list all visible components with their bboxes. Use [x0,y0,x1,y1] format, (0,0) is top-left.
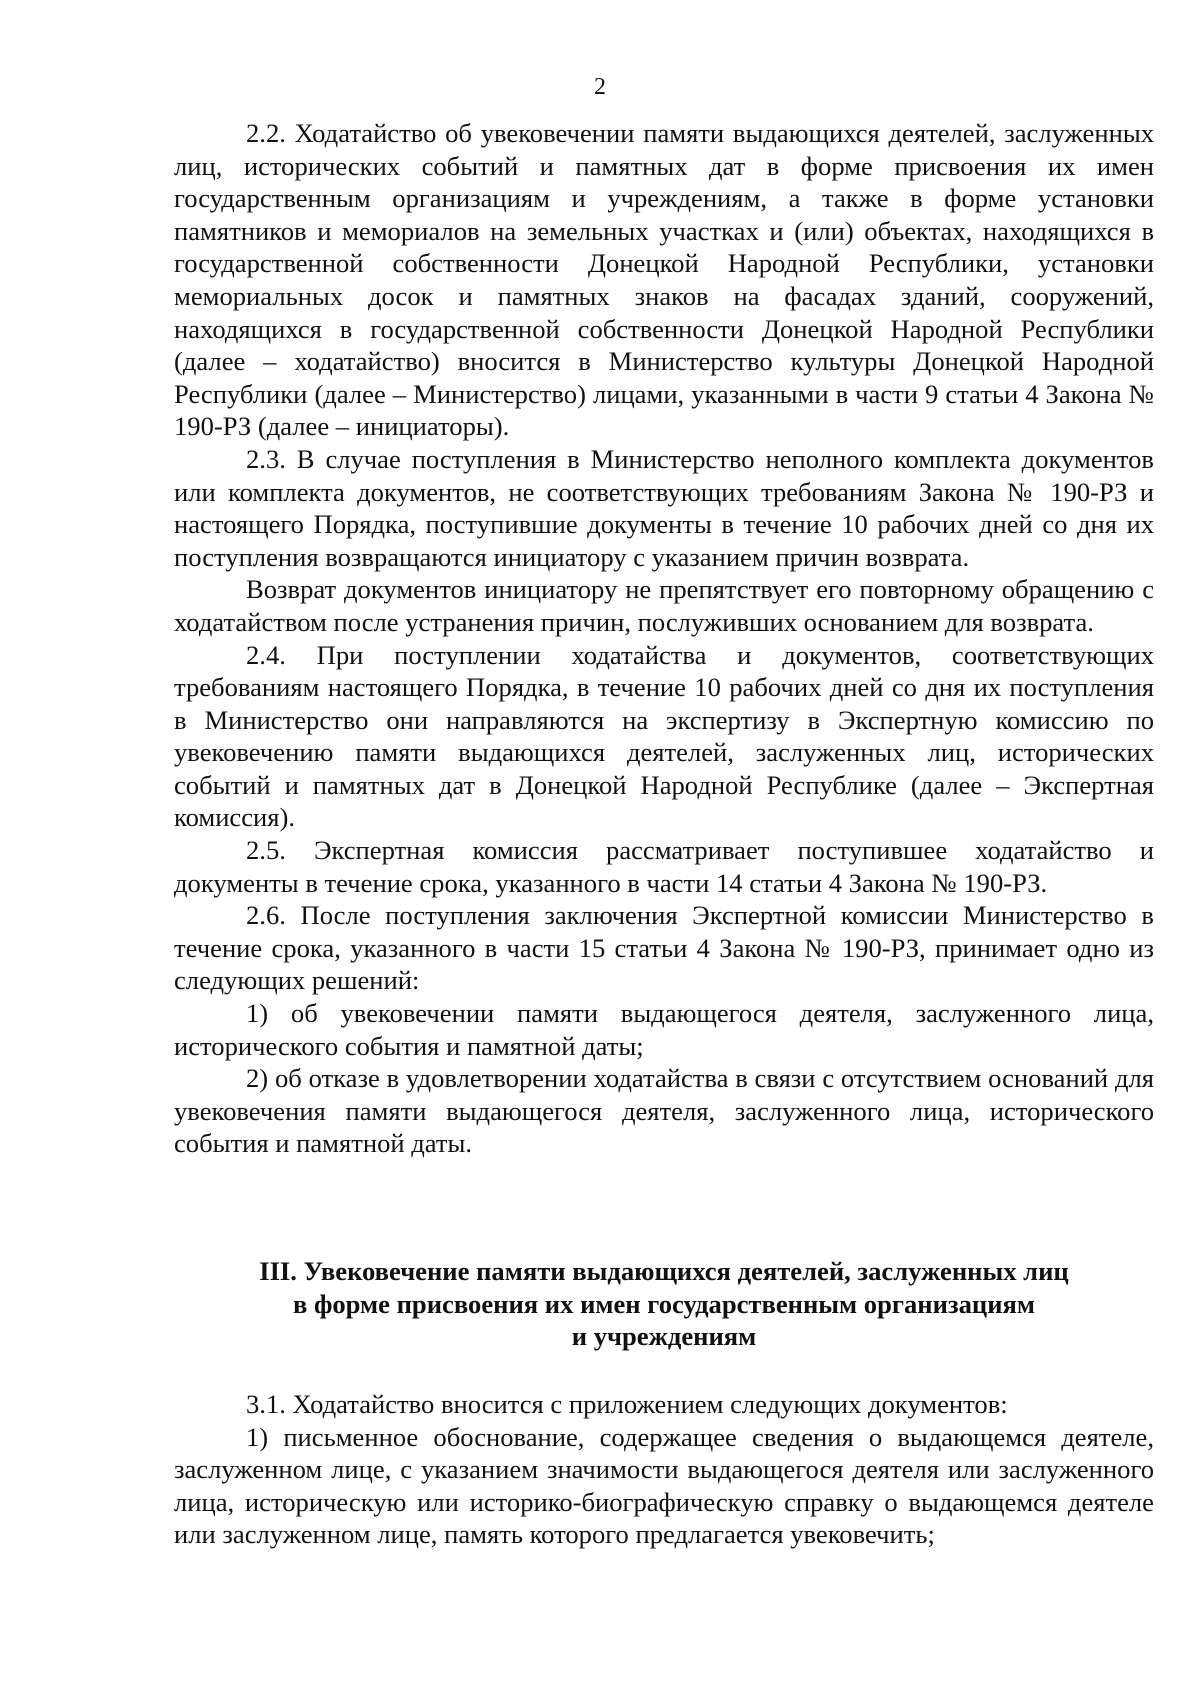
paragraph-2-6: 2.6. После поступления заключения Экспертной комиссии Министерство в течение срока, указанного в части 15 статьи 4 Закона № 190-РЗ, принимает одно из следующих решений: [174,900,1154,996]
section-3-heading-line-3: и учреждениям [571,1321,757,1352]
section-3-heading-line-2: в форме присвоения их имен государственным организациям [292,1288,1036,1319]
paragraph-2-3: 2.3. В случае поступления в Министерство неполного комплекта документов или комплекта документов, не соответствующих требованиям Закона № 190-РЗ и настоящего Порядка, поступившие документы в течение 10 рабочих дней со дня их поступления возвращаются инициатору с указанием причин возврата. [174,443,1154,572]
section-3-heading [174,1255,1154,1353]
section-3-body [174,1388,1154,1551]
page-number: 2 [594,74,606,100]
paragraph-2-6-item-1: 1) об увековечении памяти выдающегося деятеля, заслуженного лица, исторического события и памятной даты; [174,998,1154,1061]
paragraph-2-5: 2.5. Экспертная комиссия рассматривает поступившее ходатайство и документы в течение срока, указанного в части 14 статьи 4 Закона № 190-РЗ. [174,835,1154,898]
paragraph-2-3-return: Возврат документов инициатору не препятствует его повторному обращению с ходатайством после устранения причин, послуживших основанием для возврата. [174,574,1154,637]
paragraph-2-6-item-2: 2) об отказе в удовлетворении ходатайства в связи с отсутствием оснований для увековечения памяти выдающегося деятеля, заслуженного лица, исторического события и памятной даты. [174,1063,1154,1159]
paragraph-2-2: 2.2. Ходатайство об увековечении памяти выдающихся деятелей, заслуженных лиц, исторических событий и памятных дат в форме присвоения их имен государственным организациям и учреждениям, а также в форме установки памятников и мемориалов на земельных участках и (или) объектах, находящихся в государственной собственности Донецкой Народной Республики, установки мемориальных досок и памятных знаков на фасадах зданий, сооружений, находящихся в государственной собственности Донецкой Народной Республики (далее – ходатайство) вносится в Министерство культуры Донецкой Народной Республики (далее – Министерство) лицами, указанными в части 9 статьи 4 Закона № 190-РЗ (далее – инициаторы). [174,118,1154,442]
section-3-heading-line-1: III. Увековечение памяти выдающихся деятелей, заслуженных лиц [259,1256,1069,1286]
paragraph-2-4: 2.4. При поступлении ходатайства и документов, соответствующих требованиям настоящего Порядка, в течение 10 рабочих дней со дня их поступления в Министерство они направляются на экспертизу в Экспертную комиссию по увековечению памяти выдающихся деятелей, заслуженных лиц, исторических событий и памятных дат в Донецкой Народной Республике (далее – Экспертная комиссия). [174,639,1154,833]
section-2-body [174,117,1154,1160]
paragraph-3-1: 3.1. Ходатайство вносится с приложением следующих документов: [246,1389,1008,1419]
paragraph-3-1-item-1: 1) письменное обоснование, содержащее сведения о выдающемся деятеле, заслуженном лице, с указанием значимости выдающегося деятеля или заслуженного лица, историческую или историко-биографическую справку о выдающемся деятеле или заслуженном лице, память которого предлагается увековечить; [174,1421,1154,1550]
